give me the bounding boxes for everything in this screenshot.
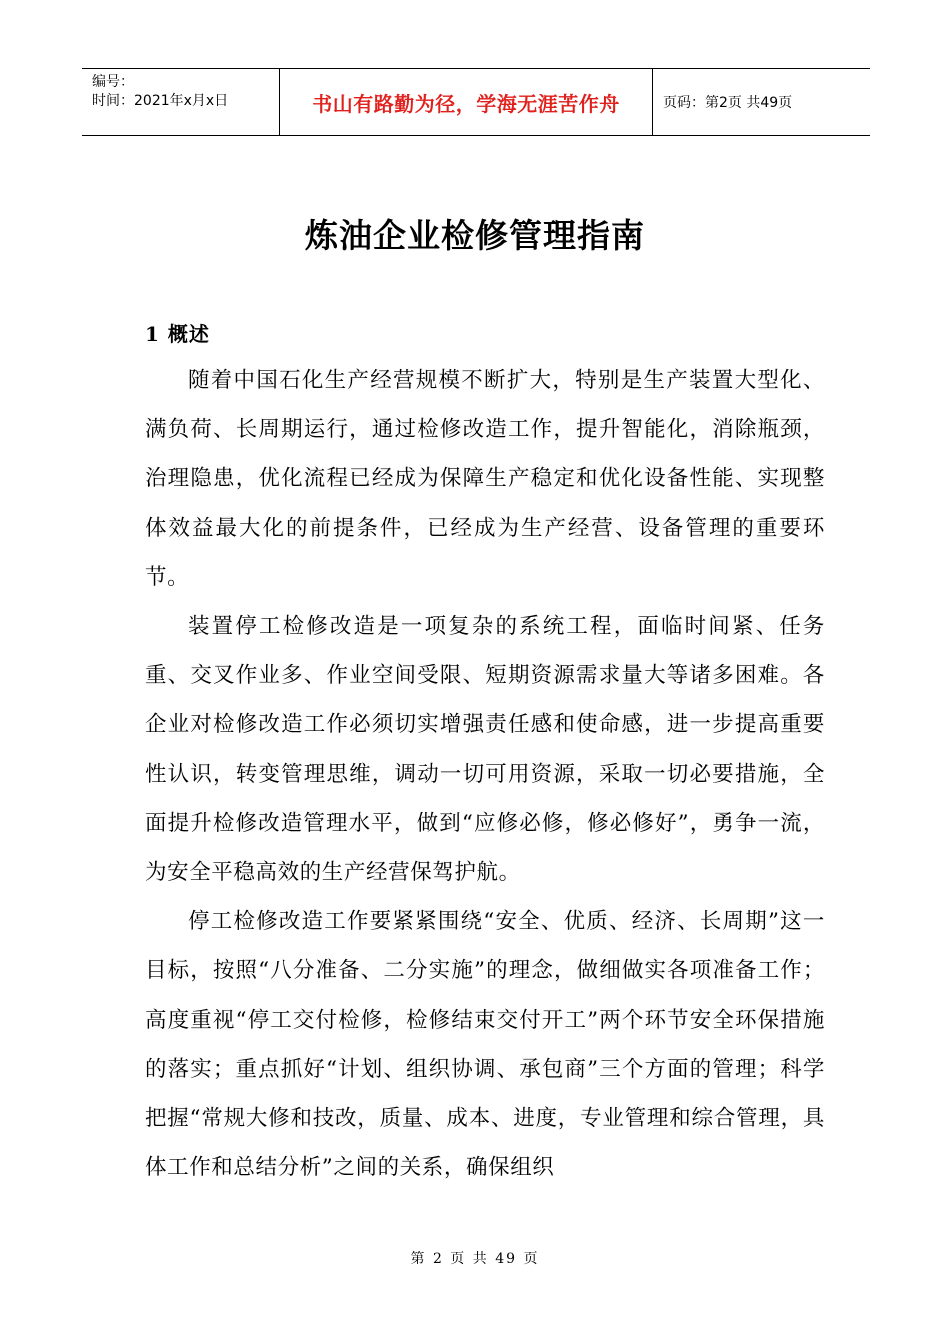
document-date-label: 时间：2021年x月x日: [92, 93, 229, 109]
header-meta-cell: [82, 69, 280, 135]
header-page-info: 页码：第2页 共49页: [663, 95, 793, 111]
page-header-table: [82, 68, 870, 136]
header-page-cell: [653, 69, 870, 135]
document-number-label: 编号：: [92, 74, 134, 90]
header-motto: 书山有路勤为径，学海无涯苦作舟: [312, 91, 620, 116]
body-paragraph: 装置停工检修改造是一项复杂的系统工程，面临时间紧、任务重、交叉作业多、作业空间受限、短期资源需求量大等诸多困难。各企业对检修改造工作必须切实增强责任感和使命感，进一步提高重要性认识，转变管理思维，调动一切可用资源，采取一切必要措施，全面提升检修改造管理水平，做到“应修必修，修必修好”，勇争一流，为安全平稳高效的生产经营保驾护航。: [145, 614, 825, 886]
document-body: [145, 356, 825, 1192]
body-paragraph: 停工检修改造工作要紧紧围绕“安全、优质、经济、长周期”这一目标，按照“八分准备、二分实施”的理念，做细做实各项准备工作；高度重视“停工交付检修，检修结束交付开工”两个环节安全环保措施的落实；重点抓好“计划、组织协调、承包商”三个方面的管理；科学把握“常规大修和技改，质量、成本、进度，专业管理和综合管理，具体工作和总结分析”之间的关系，确保组织: [145, 909, 825, 1181]
body-paragraph: 随着中国石化生产经营规模不断扩大，特别是生产装置大型化、满负荷、长周期运行，通过检修改造工作，提升智能化，消除瓶颈，治理隐患，优化流程已经成为保障生产稳定和优化设备性能、实现整体效益最大化的前提条件，已经成为生产经营、设备管理的重要环节。: [145, 368, 825, 590]
document-title: 炼油企业检修管理指南: [305, 216, 645, 255]
section-heading: 1 概述: [145, 322, 210, 346]
page-footer: 第 2 页 共 49 页: [410, 1251, 540, 1267]
header-motto-cell: [280, 69, 653, 135]
